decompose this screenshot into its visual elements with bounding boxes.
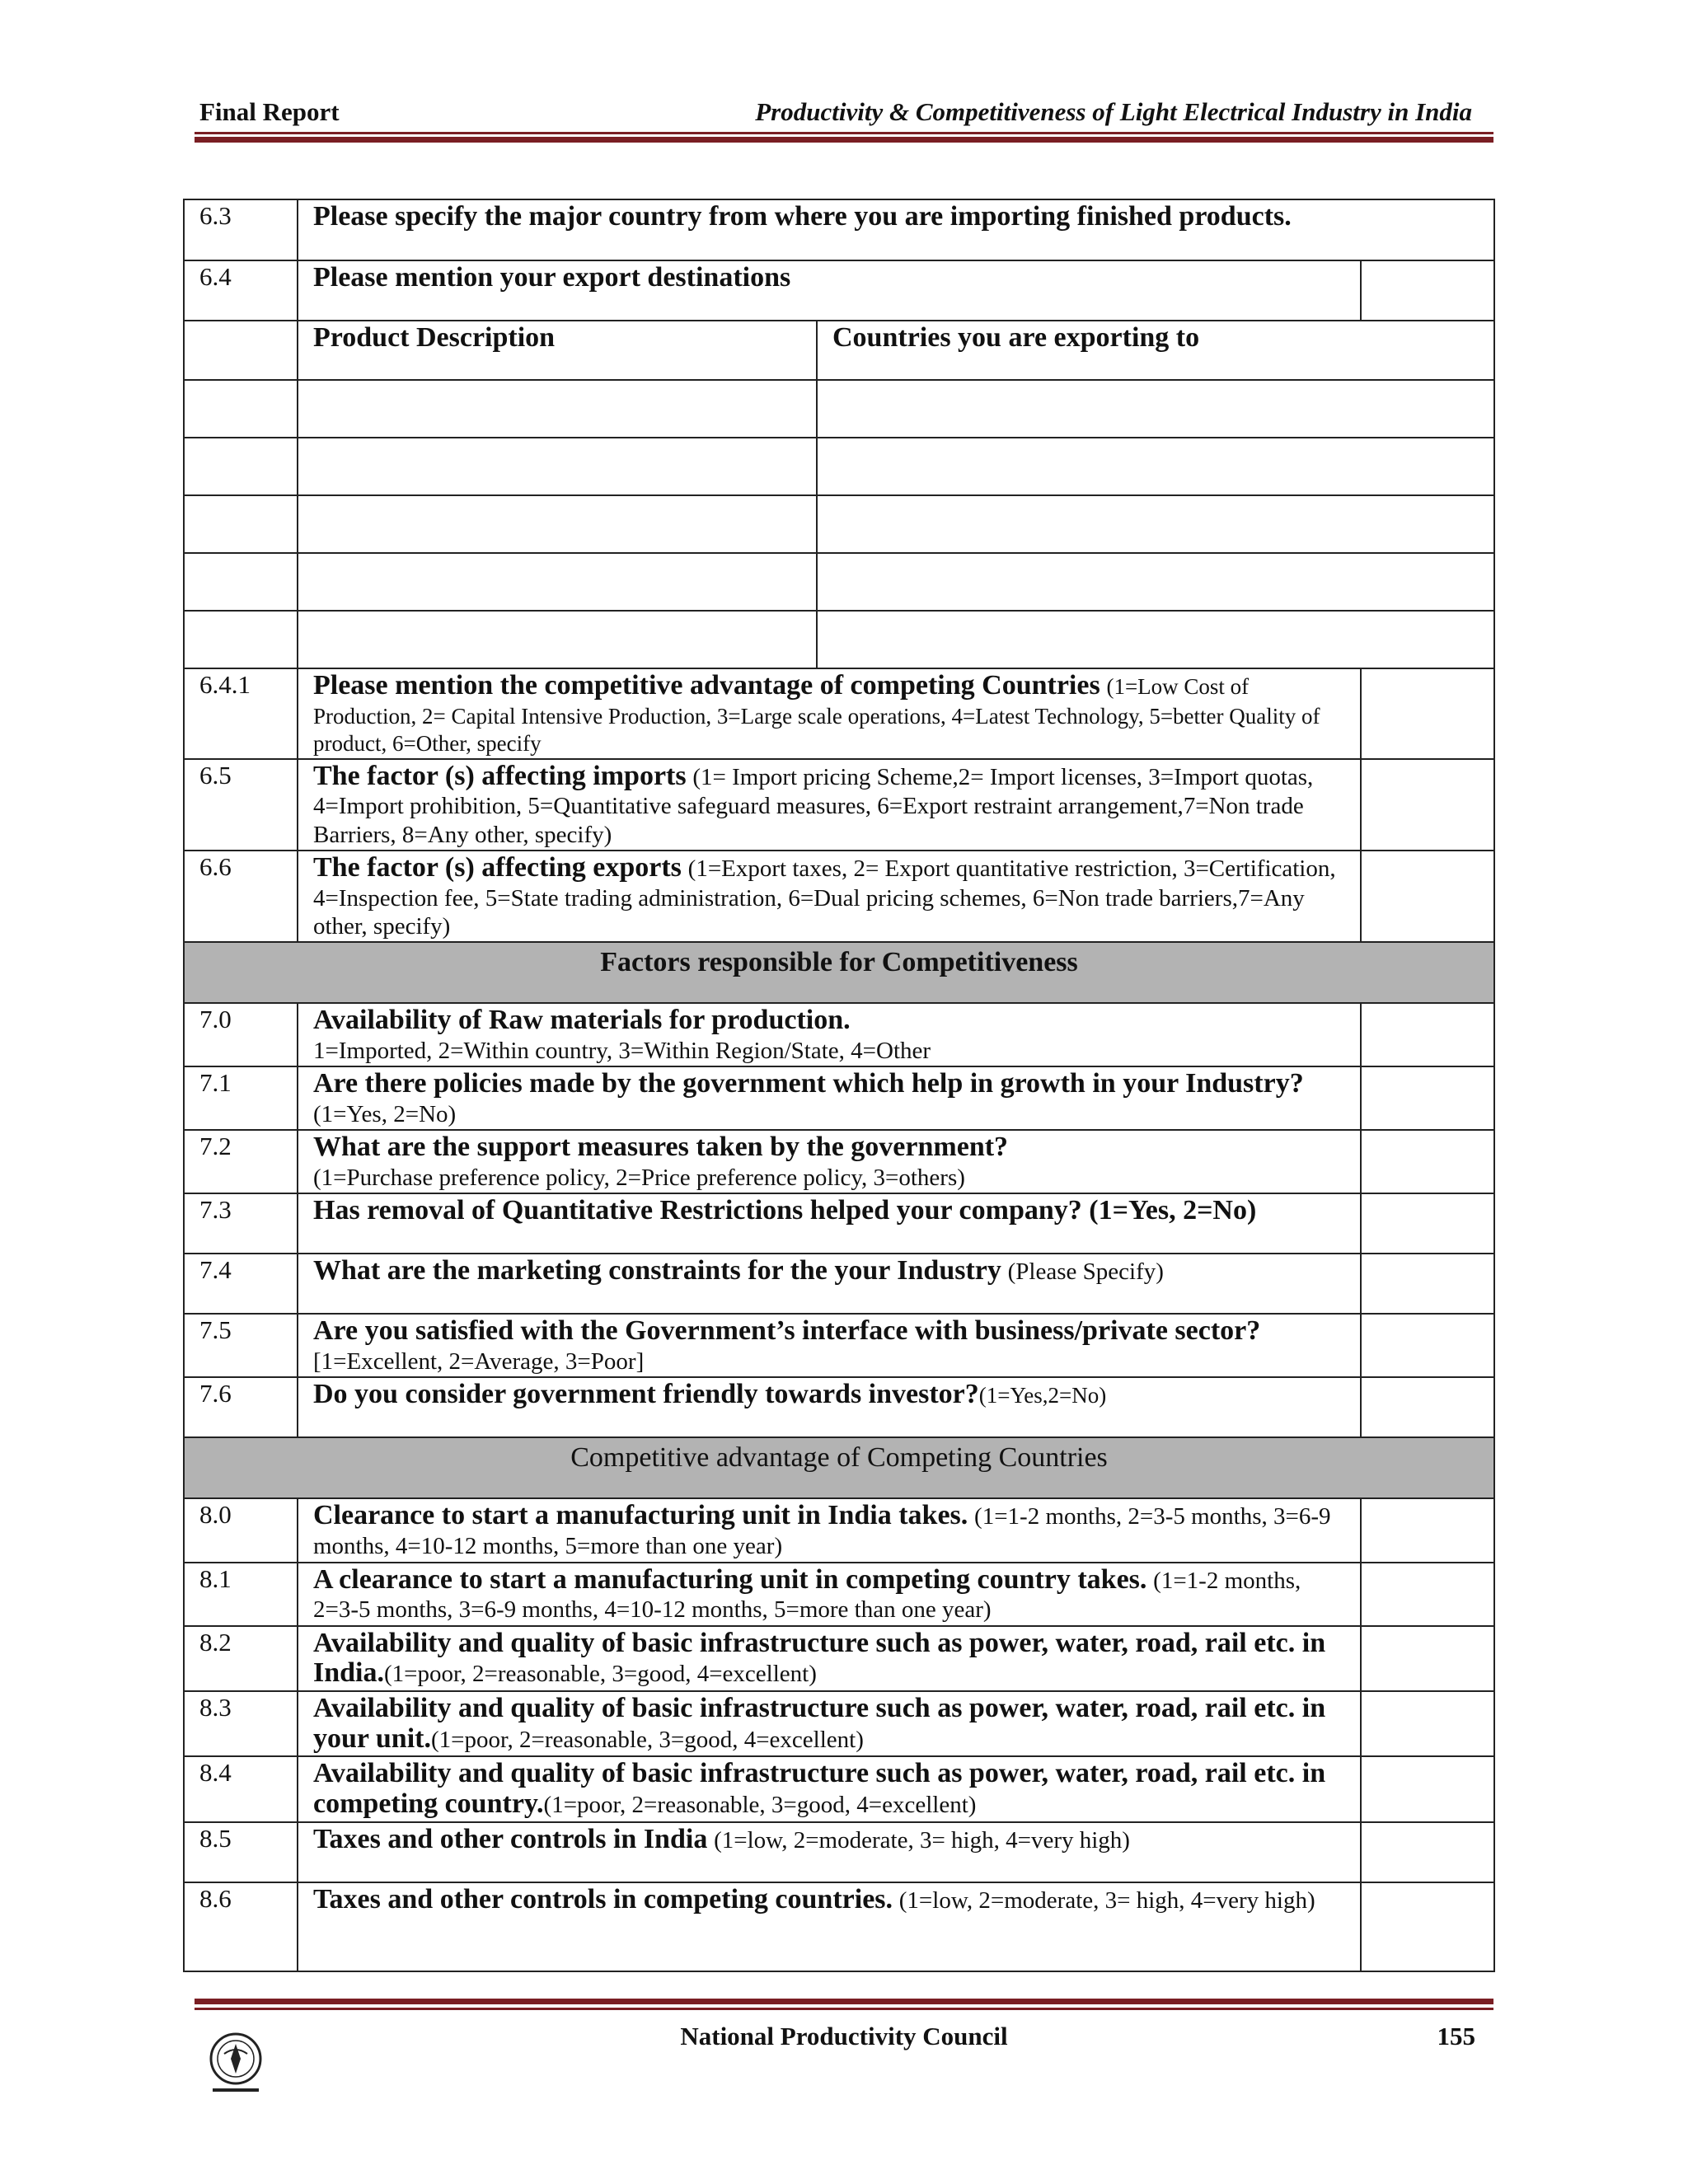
section-heading <box>184 1437 1494 1498</box>
export-table-header-row <box>184 321 1494 380</box>
question-cell <box>298 1691 1361 1756</box>
question-cell <box>298 851 1361 942</box>
section-heading-text: Competitive advantage of Competing Countries <box>570 1442 1108 1474</box>
product-entry-cell[interactable] <box>298 495 817 553</box>
export-entry-row <box>184 438 1494 495</box>
export-entry-row <box>184 611 1494 668</box>
country-entry-cell[interactable] <box>817 438 1494 495</box>
answer-cell[interactable] <box>1361 260 1494 321</box>
question-text: Has removal of Quantitative Restrictions helped your company? (1=Yes, 2=No) <box>313 1195 1257 1226</box>
question-text: Are you satisfied with the Government’s interface with business/private sector? <box>313 1315 1261 1347</box>
question-text: A clearance to start a manufacturing unit in competing country takes. <box>313 1563 1147 1595</box>
question-text: The factor (s) affecting imports <box>313 760 687 791</box>
row-7-2 <box>184 1130 1494 1193</box>
answer-options: (1=poor, 2=reasonable, 3=good, 4=excellent) <box>384 1661 817 1688</box>
question-cell <box>298 1130 1361 1193</box>
row-number: 7.6 <box>184 1377 298 1437</box>
question-cell <box>298 668 1361 759</box>
country-entry-cell[interactable] <box>817 611 1494 668</box>
export-entry-row <box>184 553 1494 611</box>
answer-cell[interactable] <box>1361 1691 1494 1756</box>
question-cell <box>298 260 1361 321</box>
row-number: 7.4 <box>184 1254 298 1314</box>
answer-options: (Please Specify) <box>1007 1258 1164 1286</box>
answer-cell[interactable] <box>1361 759 1494 851</box>
row-6-5 <box>184 759 1494 851</box>
question-cell <box>298 1066 1361 1130</box>
row-6-4-1 <box>184 668 1494 759</box>
question-cell <box>298 1882 1361 1971</box>
product-description-label: Product Description <box>313 322 556 353</box>
answer-options: (1=low, 2=moderate, 3= high, 4=very high) <box>714 1826 1130 1854</box>
row-8-5 <box>184 1822 1494 1882</box>
footer-rule-thin <box>195 2008 1493 2010</box>
blank-number-cell <box>184 553 298 611</box>
answer-options: (1=Yes, 2=No) <box>313 1101 457 1128</box>
question-cell <box>298 1377 1361 1437</box>
answer-options: (1=Low Cost of Production, 2= Capital Intensive Production, 3=Large scale operations, 4=Latest Technology, 5=better Quality of product, 6=Other, specify <box>313 674 1320 757</box>
row-7-6 <box>184 1377 1494 1437</box>
row-6-4 <box>184 260 1494 321</box>
question-text: Please mention your export destinations <box>313 262 791 293</box>
header-document-title: Productivity & Competitiveness of Light Electrical Industry in India <box>755 97 1472 126</box>
answer-options: (1=poor, 2=reasonable, 3=good, 4=excellent) <box>430 1726 864 1753</box>
answer-cell[interactable] <box>1361 1563 1494 1626</box>
product-description-header <box>298 321 817 380</box>
product-entry-cell[interactable] <box>298 553 817 611</box>
question-text: What are the support measures taken by the government? <box>313 1132 1009 1163</box>
answer-cell[interactable] <box>1361 1314 1494 1377</box>
blank-number-cell <box>184 380 298 438</box>
answer-cell[interactable] <box>1361 851 1494 942</box>
blank-number-cell <box>184 495 298 553</box>
row-7-0 <box>184 1003 1494 1066</box>
blank-number-cell <box>184 611 298 668</box>
country-entry-cell[interactable] <box>817 495 1494 553</box>
section-factors-competitiveness <box>184 942 1494 1003</box>
answer-cell[interactable] <box>1361 1193 1494 1254</box>
answer-options: (1=Purchase preference policy, 2=Price preference policy, 3=others) <box>313 1165 965 1192</box>
answer-options: (1=Yes,2=No) <box>978 1383 1107 1408</box>
row-number: 8.0 <box>184 1498 298 1562</box>
row-number: 8.6 <box>184 1882 298 1971</box>
question-text: Clearance to start a manufacturing unit in India takes. <box>313 1500 968 1531</box>
answer-cell[interactable] <box>1361 1882 1494 1971</box>
row-number: 8.5 <box>184 1822 298 1882</box>
row-number: 7.5 <box>184 1314 298 1377</box>
row-number: 8.1 <box>184 1563 298 1626</box>
question-cell <box>298 1626 1361 1691</box>
country-entry-cell[interactable] <box>817 380 1494 438</box>
header-rule-thick <box>195 137 1493 143</box>
answer-options: (1=low, 2=moderate, 3= high, 4=very high) <box>898 1886 1315 1914</box>
question-cell <box>298 1254 1361 1314</box>
countries-header <box>817 321 1494 380</box>
row-number: 6.6 <box>184 851 298 942</box>
page-number: 155 <box>1437 2022 1475 2050</box>
export-entry-row <box>184 495 1494 553</box>
section-competitive-advantage <box>184 1437 1494 1498</box>
row-7-4 <box>184 1254 1494 1314</box>
row-number: 6.4.1 <box>184 668 298 759</box>
row-number: 7.0 <box>184 1003 298 1066</box>
question-cell <box>298 1822 1361 1882</box>
row-7-1 <box>184 1066 1494 1130</box>
answer-options: (1=1-2 months, 2=3-5 months, 3=6-9 months, 4=10-12 months, 5=more than one year) <box>313 1503 1331 1560</box>
question-text: Availability of Raw materials for production. <box>313 1005 851 1036</box>
blank-number-cell <box>184 438 298 495</box>
question-text: Availability and quality of basic infrastructure such as power, water, road, rail etc. in India. <box>313 1627 1326 1689</box>
section-heading <box>184 942 1494 1003</box>
footer-rule-thick <box>195 1999 1493 2004</box>
answer-options: (1= Import pricing Scheme,2= Import licenses, 3=Import quotas, 4=Import prohibition, 5=Quantitative safeguard measures, 6=Export restraint arrangement,7=Non trade Barriers, 8=Any other, specify) <box>313 763 1314 848</box>
question-text: Taxes and other controls in competing countries. <box>313 1883 893 1915</box>
footer-organisation: National Productivity Council <box>680 2022 1008 2050</box>
row-number: 8.2 <box>184 1626 298 1691</box>
answer-options: (1=Export taxes, 2= Export quantitative restriction, 3=Certification, 4=Inspection fee, 5=State trading administration, 6=Dual pricing schemes, 6=Non trade barriers,7=Any other, specify) <box>313 855 1336 940</box>
answer-cell[interactable] <box>1361 1498 1494 1562</box>
row-8-3 <box>184 1691 1494 1756</box>
question-text: Are there policies made by the government which help in growth in your Industry? <box>313 1068 1304 1099</box>
answer-options: (1=poor, 2=reasonable, 3=good, 4=excellent) <box>543 1792 977 1819</box>
answer-cell[interactable] <box>1361 1756 1494 1821</box>
row-number: 8.3 <box>184 1691 298 1756</box>
row-number: 7.2 <box>184 1130 298 1193</box>
question-text: Do you consider government friendly towards investor? <box>313 1379 979 1410</box>
question-cell <box>298 1003 1361 1066</box>
row-8-4 <box>184 1756 1494 1821</box>
section-heading-text: Factors responsible for Competitiveness <box>600 947 1078 978</box>
question-text: Availability and quality of basic infrastructure such as power, water, road, rail etc. in competing country. <box>313 1758 1326 1820</box>
question-cell <box>298 1563 1361 1626</box>
row-7-3 <box>184 1193 1494 1254</box>
row-8-0 <box>184 1498 1494 1562</box>
countries-label: Countries you are exporting to <box>832 322 1200 353</box>
question-text: Taxes and other controls in India <box>313 1823 708 1854</box>
answer-cell[interactable] <box>1361 1130 1494 1193</box>
row-number: 7.3 <box>184 1193 298 1254</box>
question-text: Please specify the major country from where you are importing finished products. <box>313 201 1292 232</box>
question-cell <box>298 759 1361 851</box>
question-text: What are the marketing constraints for the your Industry <box>313 1255 1001 1286</box>
answer-cell[interactable] <box>1361 1626 1494 1691</box>
answer-options: (1=1-2 months, 2=3-5 months, 3=6-9 months, 4=10-12 months, 5=more than one year) <box>313 1567 1301 1624</box>
row-number: 6.5 <box>184 759 298 851</box>
product-entry-cell[interactable] <box>298 611 817 668</box>
row-8-1 <box>184 1563 1494 1626</box>
answer-cell[interactable] <box>1361 1003 1494 1066</box>
answer-cell[interactable] <box>1361 1377 1494 1437</box>
blank-number-cell <box>184 321 298 380</box>
row-number: 6.4 <box>184 260 298 321</box>
question-text: Availability and quality of basic infrastructure such as power, water, road, rail etc. in your unit. <box>313 1692 1326 1754</box>
row-7-5 <box>184 1314 1494 1377</box>
row-8-2 <box>184 1626 1494 1691</box>
header-rule-thin <box>195 132 1493 134</box>
product-entry-cell[interactable] <box>298 380 817 438</box>
row-6-3 <box>184 199 1494 260</box>
answer-cell[interactable] <box>1361 668 1494 759</box>
question-cell <box>298 1498 1361 1562</box>
answer-cell[interactable] <box>1361 1254 1494 1314</box>
row-6-6 <box>184 851 1494 942</box>
questionnaire-table <box>183 199 1495 1972</box>
row-8-6 <box>184 1882 1494 1971</box>
product-entry-cell[interactable] <box>298 438 817 495</box>
question-cell <box>298 1193 1361 1254</box>
answer-options: [1=Excellent, 2=Average, 3=Poor] <box>313 1348 645 1376</box>
question-cell <box>298 199 1494 260</box>
answer-options: 1=Imported, 2=Within country, 3=Within Region/State, 4=Other <box>313 1038 931 1065</box>
question-cell <box>298 1756 1361 1821</box>
export-entry-row <box>184 380 1494 438</box>
question-cell <box>298 1314 1361 1377</box>
row-number: 7.1 <box>184 1066 298 1130</box>
question-text: The factor (s) affecting exports <box>313 852 682 883</box>
answer-cell[interactable] <box>1361 1822 1494 1882</box>
answer-cell[interactable] <box>1361 1066 1494 1130</box>
question-text: Please mention the competitive advantage of competing Countries <box>313 670 1100 701</box>
row-number: 6.3 <box>184 199 298 260</box>
header-report-label: Final Report <box>199 97 340 126</box>
country-entry-cell[interactable] <box>817 553 1494 611</box>
row-number: 8.4 <box>184 1756 298 1821</box>
